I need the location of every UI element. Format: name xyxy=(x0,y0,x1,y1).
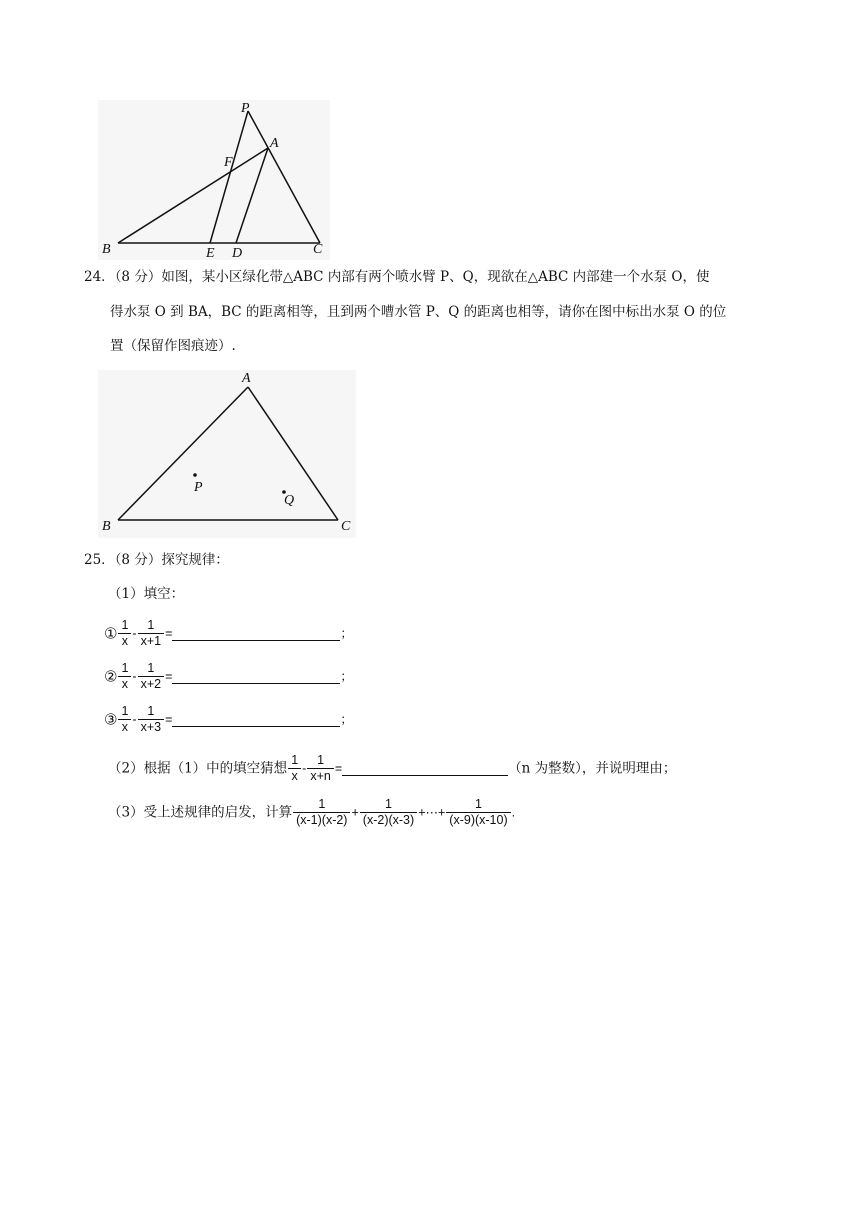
q25-part1 xyxy=(108,584,184,604)
equals-sign: = xyxy=(334,761,343,776)
denominator: x xyxy=(118,719,131,735)
label-e: E xyxy=(206,246,215,260)
figure-triangle-points xyxy=(98,370,356,538)
item-end: ； xyxy=(340,669,353,684)
answer-blank[interactable] xyxy=(342,761,508,776)
label-p: P xyxy=(241,101,250,116)
denominator: x+1 xyxy=(138,633,165,649)
item-end: ； xyxy=(340,712,353,727)
minus-sign: - xyxy=(132,712,137,727)
segment-ad xyxy=(236,148,268,243)
numerator: 1 xyxy=(147,704,155,718)
segment-ab xyxy=(118,387,248,520)
fraction xyxy=(118,704,131,735)
label-b: B xyxy=(102,519,111,534)
numerator: 1 xyxy=(317,753,325,767)
q25-item-1 xyxy=(104,618,353,649)
fraction xyxy=(288,753,301,784)
period: . xyxy=(511,805,516,820)
figure-triangle-points-svg xyxy=(98,370,356,538)
q25-item-2 xyxy=(104,661,353,692)
item-marker: ② xyxy=(104,667,118,686)
fraction xyxy=(138,618,165,649)
denominator: (x-2)(x-3) xyxy=(360,812,417,828)
item-marker: ③ xyxy=(104,710,118,729)
denominator: (x-9)(x-10) xyxy=(446,812,510,828)
label-q: Q xyxy=(284,493,295,508)
label-c: C xyxy=(313,242,323,257)
minus-sign: - xyxy=(302,761,307,776)
q25-part2 xyxy=(108,752,676,785)
numerator: 1 xyxy=(121,618,129,632)
answer-blank[interactable] xyxy=(172,626,340,641)
numerator: 1 xyxy=(121,704,129,718)
numerator: 1 xyxy=(147,618,155,632)
numerator: 1 xyxy=(147,661,155,675)
denominator: x+3 xyxy=(138,719,165,735)
fraction xyxy=(118,618,131,649)
label-d: D xyxy=(232,246,243,260)
fraction xyxy=(446,797,510,828)
equals-sign: = xyxy=(165,626,173,641)
fraction xyxy=(138,704,165,735)
q25-number: 25． xyxy=(84,552,115,568)
label-f: F xyxy=(224,155,233,170)
item-end: ； xyxy=(340,626,353,641)
figure-triangle-parallel xyxy=(98,100,330,260)
equals-sign: = xyxy=(165,669,173,684)
denominator: x xyxy=(118,633,131,649)
fraction xyxy=(307,753,334,784)
numerator: 1 xyxy=(291,753,299,767)
numerator: 1 xyxy=(121,661,129,675)
item-marker: ① xyxy=(104,624,118,643)
q24-line2 xyxy=(110,302,726,322)
denominator: x xyxy=(118,676,131,692)
numerator: 1 xyxy=(318,797,326,811)
q24-number: 24． xyxy=(84,269,115,285)
fraction xyxy=(293,797,350,828)
label-c: C xyxy=(341,519,351,534)
label-a: A xyxy=(270,136,279,151)
ellipsis-sign: +⋯+ xyxy=(418,805,446,820)
part3-prefix: （3）受上述规律的启发，计算 xyxy=(108,804,293,821)
point-p xyxy=(193,473,197,477)
q24-line1 xyxy=(84,267,709,287)
answer-blank[interactable] xyxy=(172,712,340,727)
q25-score: （8 分） xyxy=(114,552,162,568)
denominator: x+2 xyxy=(138,676,165,692)
q24-text-line3: 置（保留作图痕迹）. xyxy=(110,338,236,354)
denominator: (x-1)(x-2) xyxy=(293,812,350,828)
fraction xyxy=(360,797,417,828)
q25-part3 xyxy=(108,796,515,829)
segment-ba xyxy=(118,148,268,243)
q24-text-line1: 如图，某小区绿化带△ABC 内部有两个喷水臂 P、Q，现欲在△ABC 内部建一个水泵 O，使 xyxy=(161,269,710,285)
fraction xyxy=(138,661,165,692)
label-b: B xyxy=(102,242,111,257)
q24-text-line2: 得水泵 O 到 BA，BC 的距离相等，且到两个嘈水管 P、Q 的距离也相等，请你在图中标出水泵 O 的位 xyxy=(110,304,727,320)
q25-title: 探究规律： xyxy=(161,552,229,568)
denominator: x+n xyxy=(307,768,334,784)
plus-sign: + xyxy=(351,805,359,820)
part2-prefix: （2）根据（1）中的填空猜想 xyxy=(108,760,288,777)
equals-sign: = xyxy=(165,712,173,727)
figure-triangle-parallel-svg xyxy=(98,100,330,260)
denominator: x xyxy=(288,768,301,784)
q25-heading xyxy=(84,550,229,570)
q25-item-3 xyxy=(104,704,353,735)
minus-sign: - xyxy=(132,626,137,641)
label-a: A xyxy=(242,371,251,386)
numerator: 1 xyxy=(385,797,392,811)
q24-score: （8 分） xyxy=(114,269,162,285)
numerator: 1 xyxy=(474,797,482,811)
fraction xyxy=(118,661,131,692)
q24-line3 xyxy=(110,336,236,356)
answer-blank[interactable] xyxy=(172,669,340,684)
label-p: P xyxy=(194,480,203,495)
part2-suffix: （n 为整数），并说明理由； xyxy=(508,760,677,777)
q25-part1-label: （1）填空： xyxy=(108,586,185,602)
minus-sign: - xyxy=(132,669,137,684)
